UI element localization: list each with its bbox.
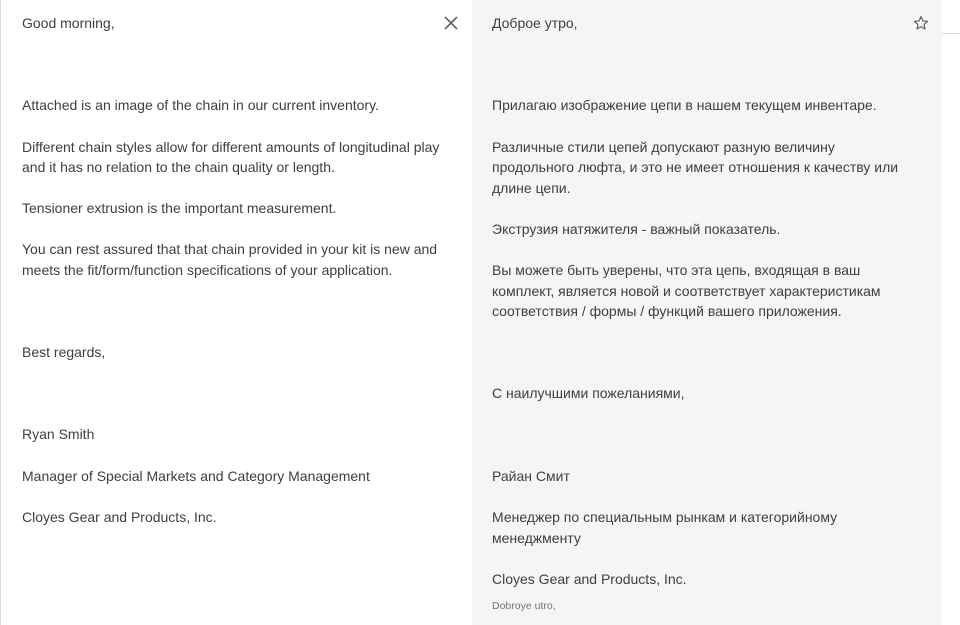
- translation-line: Прилагаю изображение цепи в нашем текущем инвентаре.: [492, 97, 877, 113]
- translation-line: Cloyes Gear and Products, Inc.: [492, 571, 687, 587]
- translation-pane: [472, 0, 942, 625]
- translation-line: С наилучшими пожеланиями,: [492, 385, 685, 401]
- source-line: and it has no relation to the chain quality or length.: [22, 159, 335, 175]
- star-outline-icon: [913, 15, 929, 31]
- close-icon: [444, 16, 458, 30]
- transliteration: Dobroye utro,: [492, 600, 556, 612]
- translation-line: Вы можете быть уверены, что эта цепь, входящая в ваш: [492, 262, 861, 278]
- source-line: Cloyes Gear and Products, Inc.: [22, 509, 217, 525]
- translation-line: соответствия / формы / функций вашего приложения.: [492, 303, 842, 319]
- source-line: Ryan Smith: [22, 426, 95, 442]
- translation-line: Доброе утро,: [492, 15, 578, 31]
- edge-divider: [942, 33, 960, 34]
- source-line: Attached is an image of the chain in our current inventory.: [22, 97, 379, 113]
- translation-line: продольного люфта, и это не имеет отношения к качеству или: [492, 159, 899, 175]
- source-line: Different chain styles allow for different amounts of longitudinal play: [22, 139, 440, 155]
- save-translation-button[interactable]: [909, 11, 933, 35]
- translation-line: Экструзия натяжителя - важный показатель.: [492, 221, 781, 237]
- source-line: Good morning,: [22, 15, 115, 31]
- page-edge: [942, 0, 960, 625]
- translation-line: Различные стили цепей допускают разную величину: [492, 139, 835, 155]
- clear-source-button[interactable]: [439, 11, 463, 35]
- translation-line: Райан Смит: [492, 468, 570, 484]
- translation-line: менеджменту: [492, 530, 581, 546]
- translation-line: Менеджер по специальным рынкам и категорийному: [492, 509, 838, 525]
- source-line: meets the fit/form/function specifications of your application.: [22, 262, 393, 278]
- translation-line: комплект, является новой и соответствует характеристикам: [492, 283, 881, 299]
- source-line: Manager of Special Markets and Category Management: [22, 468, 370, 484]
- source-line: Best regards,: [22, 344, 106, 360]
- translation-line: длине цепи.: [492, 180, 571, 196]
- source-text-pane[interactable]: [1, 0, 471, 625]
- source-line: You can rest assured that that chain provided in your kit is new and: [22, 241, 438, 257]
- source-line: Tensioner extrusion is the important measurement.: [22, 200, 337, 216]
